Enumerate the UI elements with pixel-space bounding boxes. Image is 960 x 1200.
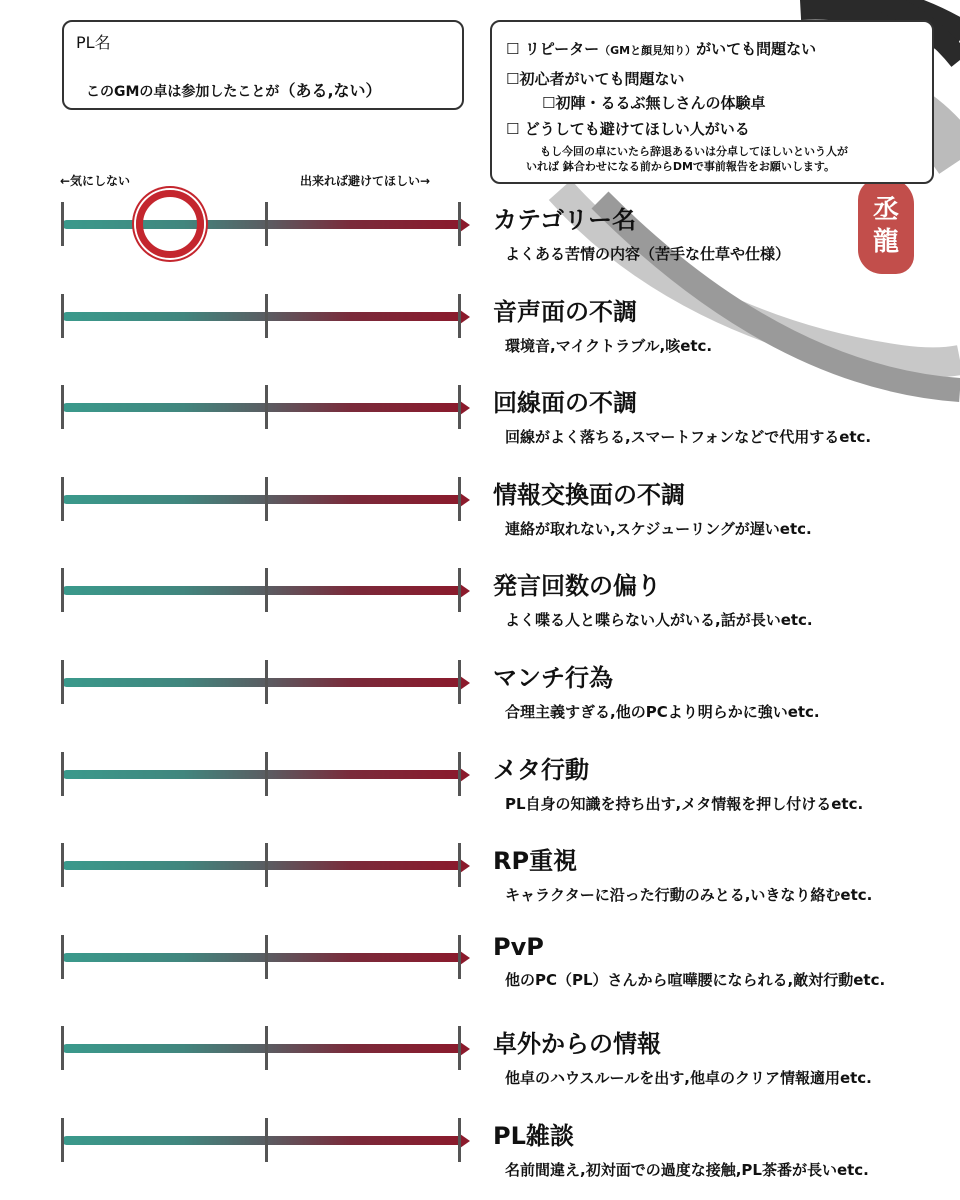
scale-tick	[61, 1118, 64, 1162]
category-item	[493, 292, 712, 356]
checklist-item-repeater[interactable]	[506, 38, 816, 59]
scale-tick	[265, 1026, 268, 1070]
scale-arrow-icon	[460, 401, 470, 415]
example-marker-circle	[136, 190, 204, 258]
scale-tick	[458, 477, 461, 521]
scale-tick	[61, 1026, 64, 1070]
scale-tick	[61, 843, 64, 887]
category-title: RP重視	[493, 847, 578, 876]
preference-scale[interactable]	[58, 744, 470, 804]
preference-scale[interactable]	[58, 377, 470, 437]
scale-bar[interactable]	[62, 770, 464, 779]
scale-bar[interactable]	[62, 861, 464, 870]
scale-arrow-icon	[460, 584, 470, 598]
scale-tick	[265, 935, 268, 979]
checkbox-icon[interactable]: ☐	[542, 94, 556, 112]
checkbox-icon[interactable]: ☐	[506, 70, 520, 88]
scale-tick	[458, 568, 461, 612]
pl-name-label: PL名	[76, 33, 111, 52]
scale-arrow-icon	[460, 493, 470, 507]
scale-tick	[265, 1118, 268, 1162]
scale-tick	[265, 843, 268, 887]
scale-arrow-icon	[460, 951, 470, 965]
category-title: 音声面の不調	[493, 297, 637, 326]
scale-tick	[61, 660, 64, 704]
seal-char-2: 龍	[872, 227, 899, 257]
category-description: よく喋る人と喋らない人がいる,話が長いetc.	[505, 611, 813, 630]
category-item	[493, 566, 813, 630]
scale-bar[interactable]	[62, 312, 464, 321]
checkbox-icon[interactable]: ☐	[506, 120, 520, 138]
scale-bar[interactable]	[62, 953, 464, 962]
gm-participation-question	[86, 78, 382, 101]
player-name-box[interactable]	[62, 20, 464, 110]
checkbox-icon[interactable]: ☐	[506, 40, 520, 58]
category-description: キャラクターに沿った行動のみとる,いきなり絡むetc.	[505, 886, 873, 905]
scale-tick	[458, 1026, 461, 1070]
scale-tick	[61, 477, 64, 521]
preference-scale[interactable]	[58, 652, 470, 712]
category-item	[493, 1024, 872, 1088]
scale-tick	[458, 294, 461, 338]
scale-arrow-icon	[460, 310, 470, 324]
category-title: マンチ行為	[493, 664, 613, 692]
preference-scale[interactable]	[58, 194, 470, 254]
preference-scale[interactable]	[58, 927, 470, 987]
scale-left-label: ←気にしない	[60, 174, 131, 188]
scale-tick	[265, 660, 268, 704]
scale-bar[interactable]	[62, 220, 464, 229]
category-description: 名前間違え,初対面での過度な接触,PL茶番が長いetc.	[505, 1161, 869, 1179]
checklist-item-note: （GMと顔見知り）	[599, 44, 697, 57]
category-title: PL雑談	[493, 1122, 574, 1150]
checklist-item-label: 初陣・るるぶ無しさんの体験卓	[555, 94, 766, 112]
scale-tick	[61, 385, 64, 429]
scale-tick	[265, 568, 268, 612]
checklist-item-trial-table[interactable]	[542, 92, 765, 113]
scale-tick	[265, 202, 268, 246]
checklist-item-rest: がいても問題ない	[696, 40, 817, 58]
category-description: 他のPC（PL）さんから喧嘩腰になられる,敵対行動etc.	[505, 970, 886, 989]
scale-bar[interactable]	[62, 1136, 464, 1145]
category-title: メタ行動	[493, 755, 589, 784]
checklist-item-label: 初心者がいても問題ない	[519, 70, 685, 88]
scale-tick	[265, 752, 268, 796]
scale-tick	[458, 843, 461, 887]
checklist-item-label: リピーター	[524, 40, 600, 58]
avoid-note-line1: もし今回の卓にいたら辞退あるいは分卓してほしいという人が	[540, 145, 848, 158]
scale-bar[interactable]	[62, 586, 464, 595]
category-item	[493, 383, 871, 447]
category-description: 連絡が取れない,スケジューリングが遅いetc.	[505, 519, 812, 538]
scale-tick	[61, 202, 64, 246]
preference-scale[interactable]	[58, 1018, 470, 1078]
category-description: 回線がよく落ちる,スマートフォンなどで代用するetc.	[505, 428, 872, 447]
category-description: PL自身の知識を持ち出す,メタ情報を押し付けるetc.	[505, 794, 864, 813]
scale-bar[interactable]	[62, 1044, 464, 1053]
category-title: カテゴリー名	[493, 206, 637, 234]
gm-question-text: このGMの卓は参加したことが	[86, 84, 280, 100]
preference-scale[interactable]	[58, 835, 470, 895]
scale-tick	[265, 385, 268, 429]
scale-tick	[458, 202, 461, 246]
scale-tick	[458, 1118, 461, 1162]
seal-stamp	[858, 178, 914, 274]
scale-tick	[265, 477, 268, 521]
category-title: PvP	[493, 932, 544, 961]
scale-arrow-icon	[460, 1042, 470, 1056]
scale-tick	[61, 568, 64, 612]
scale-tick	[458, 660, 461, 704]
scale-arrow-icon	[460, 768, 470, 782]
category-item	[493, 841, 872, 905]
scale-bar[interactable]	[62, 495, 464, 504]
category-item	[493, 658, 820, 722]
category-item	[493, 475, 812, 539]
checklist-item-avoid-person[interactable]	[506, 118, 750, 139]
preference-scale[interactable]	[58, 1110, 470, 1170]
preference-scale[interactable]	[58, 560, 470, 620]
gm-question-options[interactable]: （ある,ない）	[279, 81, 382, 100]
category-item	[493, 200, 790, 264]
category-title: 発言回数の偏り	[493, 572, 661, 601]
preference-scale[interactable]	[58, 286, 470, 346]
category-item	[493, 1116, 869, 1180]
category-title: 情報交換面の不調	[493, 480, 685, 509]
category-title: 卓外からの情報	[493, 1030, 661, 1059]
scale-bar[interactable]	[62, 403, 464, 412]
avoid-note-line2: いれば 鉢合わせになる前からDMで事前報告をお願いします。	[526, 160, 836, 173]
preference-scale[interactable]	[58, 469, 470, 529]
category-description: 環境音,マイクトラブル,咳etc.	[505, 336, 713, 355]
category-title: 回線面の不調	[493, 389, 637, 418]
checklist-item-beginner[interactable]	[506, 68, 684, 89]
scale-tick	[458, 935, 461, 979]
checklist-item-label: どうしても避けてほしい人がいる	[524, 120, 750, 138]
scale-right-label: 出来れば避けてほしい→	[300, 174, 431, 188]
scale-tick	[61, 294, 64, 338]
scale-tick	[61, 935, 64, 979]
scale-tick	[61, 752, 64, 796]
scale-arrow-icon	[460, 218, 470, 232]
checklist-box	[490, 20, 934, 184]
scale-arrow-icon	[460, 676, 470, 690]
scale-tick	[265, 294, 268, 338]
scale-arrow-icon	[460, 1134, 470, 1148]
category-item	[493, 750, 863, 814]
seal-char-1: 丞	[872, 195, 899, 225]
category-description: 他卓のハウスルールを出す,他卓のクリア情報適用etc.	[505, 1069, 872, 1088]
category-item	[493, 933, 885, 990]
scale-arrow-icon	[460, 859, 470, 873]
category-description: よくある苦情の内容（苦手な仕草や仕様）	[505, 245, 791, 263]
scale-tick	[458, 385, 461, 429]
scale-bar[interactable]	[62, 678, 464, 687]
scale-tick	[458, 752, 461, 796]
category-description: 合理主義すぎる,他のPCより明らかに強いetc.	[505, 703, 820, 721]
